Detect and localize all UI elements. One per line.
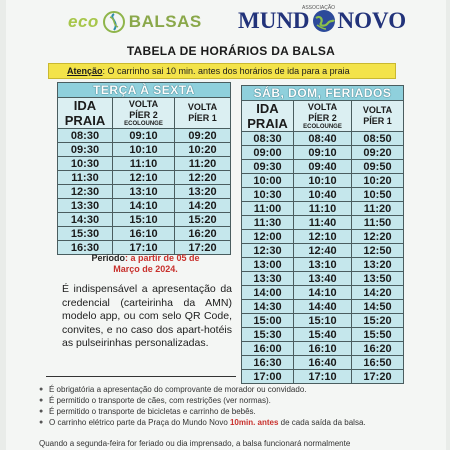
table-row	[58, 213, 231, 227]
ida-time-cell: 14:00	[242, 286, 294, 300]
ida-time-cell: 13:30	[242, 272, 294, 286]
pier1-time-cell: 14:20	[175, 199, 231, 213]
table-row	[242, 300, 404, 314]
pier2-time-cell: 14:40	[294, 300, 352, 314]
pier1-time-cell: 09:20	[175, 129, 231, 143]
table-row	[242, 328, 404, 342]
col-ida-praia	[242, 101, 294, 132]
ida-time-cell: 12:30	[242, 244, 294, 258]
pier1-time-cell: 16:50	[352, 356, 404, 370]
pier2-time-cell: 17:10	[294, 370, 352, 384]
notice-text: : O carrinho sai 10 min. antes dos horários de ida para a praia	[102, 66, 350, 76]
rule-text: É permitido o transporte de bicicletas e carrinho de bebês.	[49, 407, 256, 416]
pier2-time-cell: 14:10	[113, 199, 175, 213]
pier1-time-cell: 17:20	[175, 241, 231, 255]
table-row	[242, 188, 404, 202]
schedule-sheet	[6, 0, 446, 450]
ida-time-cell: 15:30	[58, 227, 113, 241]
rule-text: É obrigatória a apresentação do comprovante de morador ou convidado.	[49, 385, 307, 394]
ida-time-cell: 16:00	[242, 342, 294, 356]
validity-period	[88, 253, 203, 275]
pier2-time-cell: 09:10	[113, 129, 175, 143]
period-date: : a partir de 05 de Março de 2024.	[113, 253, 200, 274]
ida-time-cell: 15:00	[242, 314, 294, 328]
col-header-line: VOLTA	[187, 102, 218, 112]
ida-time-cell: 10:30	[242, 188, 294, 202]
col-header-line: PÍER 1	[188, 113, 217, 123]
mundo-logo-text: MUND	[238, 8, 310, 33]
rule-item	[39, 417, 444, 428]
pier2-time-cell: 11:40	[294, 216, 352, 230]
table-row	[242, 216, 404, 230]
rule-highlight: 10min. antes	[229, 418, 279, 427]
ida-time-cell: 08:30	[58, 129, 113, 143]
table-row	[58, 157, 231, 171]
table-row	[242, 132, 404, 146]
table-row	[58, 171, 231, 185]
holiday-note: Quando a segunda-feira for feriado ou dia imprensado, a balsa funcionará normalmente	[39, 439, 351, 448]
pier2-time-cell: 16:10	[294, 342, 352, 356]
table-row	[242, 244, 404, 258]
ida-time-cell: 17:00	[242, 370, 294, 384]
table-row	[58, 185, 231, 199]
credential-paragraph: É indispensável a apresentação da credencial (carteirinha da AMN) modelo app, ou com selo QR Code, convites, e no caso dos apart-hotéis as pulseirinhas personalizadas.	[62, 283, 232, 349]
pier2-time-cell: 15:10	[113, 213, 175, 227]
table-row	[242, 356, 404, 370]
table-row	[242, 342, 404, 356]
pier1-time-cell: 12:20	[175, 171, 231, 185]
pier1-time-cell: 12:50	[352, 244, 404, 258]
col-ida-praia	[58, 98, 113, 129]
table-row	[242, 370, 404, 384]
pier2-time-cell: 11:10	[294, 202, 352, 216]
rule-item	[39, 406, 444, 417]
association-label: ASSOCIAÇÃO	[302, 5, 336, 11]
col-volta-pier2	[113, 98, 175, 129]
bullet-icon: ●	[39, 419, 44, 426]
table-row	[58, 129, 231, 143]
attention-notice	[48, 63, 396, 79]
notice-label: Atenção	[67, 66, 103, 76]
weekend-band: SÁB, DOM, FERIADOS	[242, 86, 404, 101]
ida-time-cell: 10:00	[242, 174, 294, 188]
pier2-time-cell: 15:10	[294, 314, 352, 328]
col-header-line: PÍER 1	[363, 116, 392, 126]
mundo-novo-logo	[238, 5, 406, 37]
pier2-time-cell: 14:10	[294, 286, 352, 300]
rule-item	[39, 395, 444, 406]
bullet-icon: ●	[39, 408, 44, 415]
ida-time-cell: 11:30	[58, 171, 113, 185]
balsas-logo-text: BALSAS	[128, 12, 202, 31]
table-row	[242, 272, 404, 286]
col-header-line: PRAIA	[247, 116, 288, 131]
pier1-time-cell: 10:20	[352, 174, 404, 188]
pier1-time-cell: 15:50	[352, 328, 404, 342]
table-row	[242, 202, 404, 216]
pier2-time-cell: 16:40	[294, 356, 352, 370]
pier1-time-cell: 13:50	[352, 272, 404, 286]
bullet-icon: ●	[39, 386, 44, 393]
ida-time-cell: 13:00	[242, 258, 294, 272]
pier2-time-cell: 11:10	[113, 157, 175, 171]
pier2-time-cell: 10:10	[294, 174, 352, 188]
pier2-time-cell: 10:40	[294, 188, 352, 202]
bullet-icon: ●	[39, 397, 44, 404]
col-volta-pier2	[294, 101, 352, 132]
pier1-time-cell: 08:50	[352, 132, 404, 146]
pier1-time-cell: 13:20	[352, 258, 404, 272]
pier1-time-cell: 15:20	[175, 213, 231, 227]
weekday-band: TERÇA À SEXTA	[58, 83, 231, 98]
col-header-sub: ECOLOUNGE	[124, 120, 163, 127]
table-row	[242, 146, 404, 160]
pier1-time-cell: 17:20	[352, 370, 404, 384]
col-header-line: VOLTA	[128, 98, 159, 109]
weekday-schedule-table	[57, 82, 231, 255]
col-header-line: IDA	[256, 101, 279, 116]
pier2-time-cell: 10:10	[113, 143, 175, 157]
pier1-time-cell: 15:20	[352, 314, 404, 328]
pier1-time-cell: 10:20	[175, 143, 231, 157]
col-header-line: VOLTA	[362, 105, 393, 115]
col-header-line: IDA	[73, 98, 97, 113]
ida-time-cell: 10:30	[58, 157, 113, 171]
pier2-time-cell: 09:10	[294, 146, 352, 160]
ida-time-cell: 11:00	[242, 202, 294, 216]
pier2-time-cell: 12:10	[294, 230, 352, 244]
col-header-line: PÍER 2	[308, 112, 337, 123]
pier1-time-cell: 16:20	[175, 227, 231, 241]
pier2-time-cell: 13:10	[113, 185, 175, 199]
rule-tail: de cada saída da balsa.	[278, 418, 366, 427]
ida-time-cell: 09:00	[242, 146, 294, 160]
page-title: TABELA DE HORÁRIOS DA BALSA	[126, 44, 336, 58]
rule-text: É permitido o transporte de cães, com restrições (ver normas).	[49, 396, 271, 405]
table-row	[58, 227, 231, 241]
pier2-time-cell: 13:10	[294, 258, 352, 272]
ida-time-cell: 09:30	[58, 143, 113, 157]
pier1-time-cell: 09:20	[352, 146, 404, 160]
pier2-time-cell: 09:40	[294, 160, 352, 174]
rule-text: O carrinho elétrico parte da Praça do Mundo Novo	[49, 418, 230, 427]
pier1-time-cell: 11:50	[352, 216, 404, 230]
period-label: Período	[91, 253, 125, 263]
ecobalsas-logo	[68, 9, 202, 35]
ida-time-cell: 12:00	[242, 230, 294, 244]
pier1-time-cell: 11:20	[175, 157, 231, 171]
divider	[46, 376, 236, 377]
table-row	[242, 160, 404, 174]
pier2-time-cell: 13:40	[294, 272, 352, 286]
ida-time-cell: 14:30	[58, 213, 113, 227]
ida-time-cell: 14:30	[242, 300, 294, 314]
pier1-time-cell: 16:20	[352, 342, 404, 356]
pier2-time-cell: 08:40	[294, 132, 352, 146]
ida-time-cell: 15:30	[242, 328, 294, 342]
pier1-time-cell: 09:50	[352, 160, 404, 174]
ida-time-cell: 09:30	[242, 160, 294, 174]
col-volta-pier1	[175, 98, 231, 129]
col-volta-pier1	[352, 101, 404, 132]
ida-time-cell: 16:30	[58, 241, 113, 255]
table-row	[58, 143, 231, 157]
table-row	[242, 174, 404, 188]
table-row	[58, 199, 231, 213]
pier1-time-cell: 10:50	[352, 188, 404, 202]
col-header-sub: ECOLOUNGE	[303, 123, 342, 130]
pier2-time-cell: 17:10	[113, 241, 175, 255]
col-header-line: PÍER 2	[129, 109, 158, 120]
pier2-time-cell: 15:40	[294, 328, 352, 342]
ida-time-cell: 08:30	[242, 132, 294, 146]
ida-time-cell: 12:30	[58, 185, 113, 199]
table-row	[242, 230, 404, 244]
col-header-line: VOLTA	[307, 101, 338, 112]
novo-logo-text: NOVO	[337, 8, 407, 33]
pier2-time-cell: 16:10	[113, 227, 175, 241]
ida-time-cell: 11:30	[242, 216, 294, 230]
pier1-time-cell: 14:50	[352, 300, 404, 314]
ida-time-cell: 13:30	[58, 199, 113, 213]
pier1-time-cell: 12:20	[352, 230, 404, 244]
table-row	[242, 286, 404, 300]
rule-item	[39, 384, 444, 395]
globe-icon	[311, 8, 337, 34]
table-row	[242, 314, 404, 328]
weekend-schedule-table	[241, 85, 404, 384]
table-row	[242, 258, 404, 272]
pier2-time-cell: 12:40	[294, 244, 352, 258]
swirl-icon	[102, 10, 126, 34]
pier1-time-cell: 11:20	[352, 202, 404, 216]
pier2-time-cell: 12:10	[113, 171, 175, 185]
eco-logo-text: eco	[68, 12, 99, 31]
rules-list	[39, 384, 444, 428]
ida-time-cell: 16:30	[242, 356, 294, 370]
pier1-time-cell: 14:20	[352, 286, 404, 300]
col-header-line: PRAIA	[64, 113, 106, 128]
pier1-time-cell: 13:20	[175, 185, 231, 199]
